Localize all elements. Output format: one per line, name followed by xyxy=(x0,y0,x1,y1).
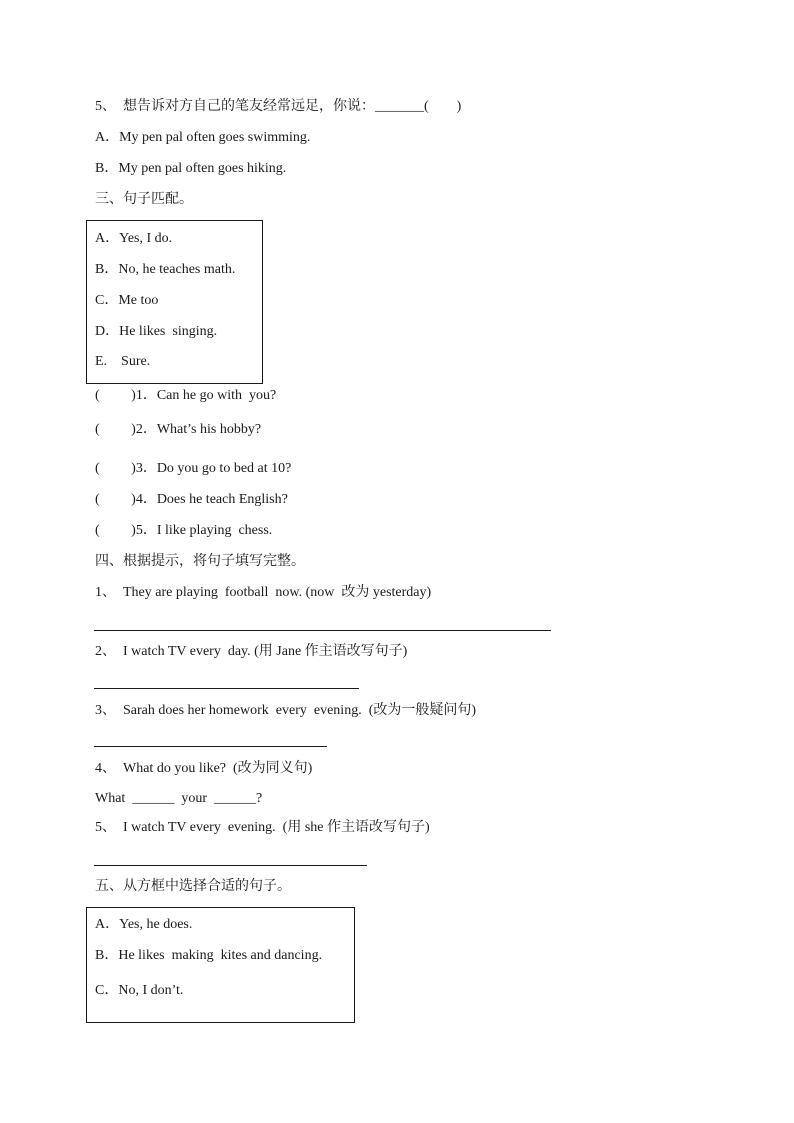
section4-title: 四、根据提示，将句子填写完整。 xyxy=(95,554,305,569)
section3-options-box xyxy=(86,220,263,384)
rewrite-item-1: 1、 They are playing football now. (now 改为 yesterday) xyxy=(95,585,432,600)
box3-option-b: B．No, he teaches math. xyxy=(95,262,236,277)
box3-option-e: E. Sure. xyxy=(95,354,151,369)
rewrite-item-3: 3、 Sarah does her homework every evening. (改为一般疑问句) xyxy=(95,703,477,718)
box3-option-c: C．Me too xyxy=(95,293,159,308)
box5-option-b: B．He likes making kites and dancing. xyxy=(95,948,323,963)
box5-option-c: C．No, I don’t. xyxy=(95,983,184,998)
q5-option-b: B．My pen pal often goes hiking. xyxy=(95,161,287,176)
box3-option-a: A．Yes, I do. xyxy=(95,231,173,246)
match-question-3: ( )3．Do you go to bed at 10? xyxy=(95,461,292,476)
q5-option-a: A．My pen pal often goes swimming. xyxy=(95,130,311,145)
section3-title: 三、句子匹配。 xyxy=(95,192,193,207)
box5-option-a: A．Yes, he does. xyxy=(95,917,193,932)
rewrite-item-5: 5、 I watch TV every evening. (用 she 作主语改写句子) xyxy=(95,820,430,835)
section5-title: 五、从方框中选择合适的句子。 xyxy=(95,879,291,894)
match-question-1: ( )1．Can he go with you? xyxy=(95,388,277,403)
answer-line-1 xyxy=(94,630,551,631)
box3-option-d: D．He likes singing. xyxy=(95,324,218,339)
match-question-5: ( )5．I like playing chess. xyxy=(95,523,273,538)
match-question-4: ( )4．Does he teach English? xyxy=(95,492,288,507)
q5-prompt: 5、 想告诉对方自己的笔友经常远足，你说：_______( ) xyxy=(95,99,462,114)
rewrite-item-4: 4、 What do you like? (改为同义句) xyxy=(95,761,313,776)
answer-line-5 xyxy=(94,865,367,866)
section5-options-box xyxy=(86,907,355,1023)
rewrite-item-2: 2、 I watch TV every day. (用 Jane 作主语改写句子) xyxy=(95,644,408,659)
answer-line-3 xyxy=(94,746,327,747)
synonym-fill-line: What ______ your ______? xyxy=(95,791,263,806)
answer-line-2 xyxy=(94,688,359,689)
match-question-2: ( )2．What’s his hobby? xyxy=(95,422,262,437)
